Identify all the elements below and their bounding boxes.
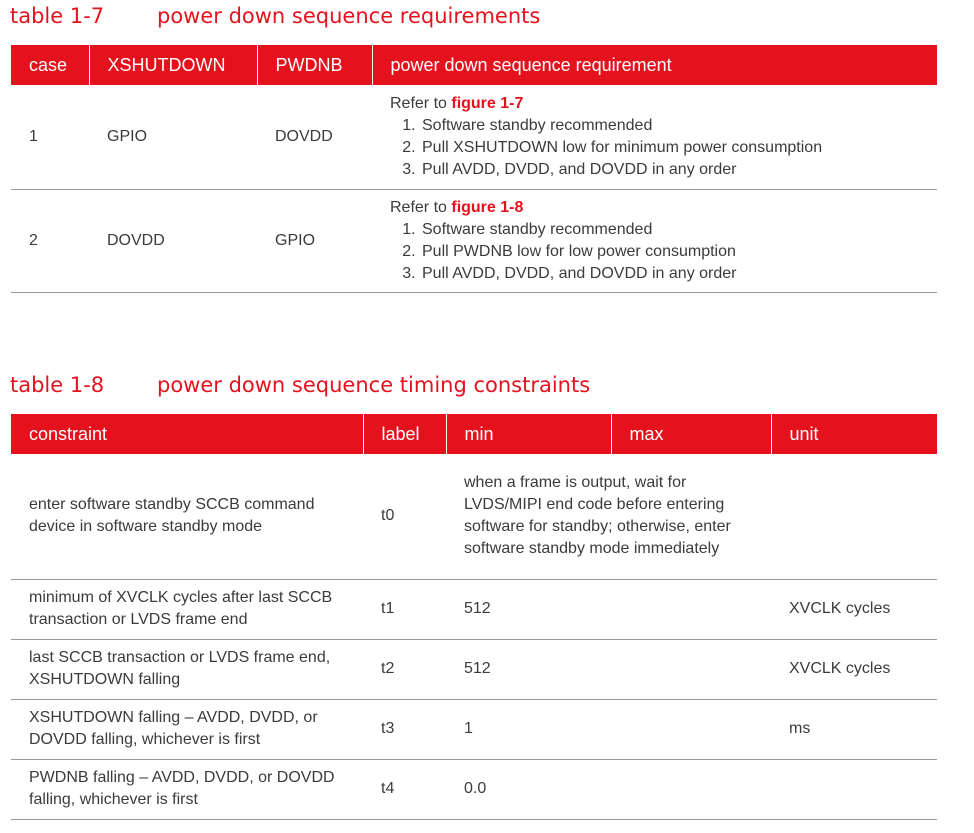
label-cell: t4 xyxy=(363,759,446,819)
xshutdown-cell: DOVDD xyxy=(89,189,257,292)
timing-constraints-table xyxy=(11,414,937,820)
min-cell: 0.0 xyxy=(446,759,611,819)
step-item: 1. Software standby recommended xyxy=(420,115,937,137)
unit-cell xyxy=(771,759,937,819)
label-cell: t1 xyxy=(363,579,446,639)
table-title: power down sequence timing constraints xyxy=(157,373,591,397)
header-pwdnb: PWDNB xyxy=(257,45,372,85)
table-row xyxy=(11,699,937,759)
label-cell: t2 xyxy=(363,639,446,699)
header-requirement: power down sequence requirement xyxy=(372,45,937,85)
table-row xyxy=(11,189,937,292)
step-item: 3. Pull AVDD, DVDD, and DOVDD in any order xyxy=(420,263,937,285)
table-number: table 1-8 xyxy=(10,373,105,397)
header-xshutdown: XSHUTDOWN xyxy=(89,45,257,85)
step-item: 1. Software standby recommended xyxy=(420,219,937,241)
unit-cell: XVCLK cycles xyxy=(771,639,937,699)
pwdnb-cell: GPIO xyxy=(257,189,372,292)
table-title: power down sequence requirements xyxy=(157,4,541,28)
constraint-cell: XSHUTDOWN falling – AVDD, DVDD, or DOVDD falling, whichever is first xyxy=(11,699,363,759)
max-cell xyxy=(611,579,771,639)
header-label: label xyxy=(363,414,446,454)
min-cell: 512 xyxy=(446,639,611,699)
table-1-8-caption xyxy=(10,373,590,397)
step-list xyxy=(390,115,937,181)
table-1-7-caption xyxy=(10,4,540,28)
step-item: 3. Pull AVDD, DVDD, and DOVDD in any order xyxy=(420,159,937,181)
figure-reference-link[interactable]: figure 1-7 xyxy=(451,94,524,112)
header-unit: unit xyxy=(771,414,937,454)
constraint-cell: minimum of XVCLK cycles after last SCCB transaction or LVDS frame end xyxy=(11,579,363,639)
step-list xyxy=(390,219,937,285)
refer-prefix: Refer to xyxy=(390,198,452,216)
max-cell xyxy=(611,699,771,759)
constraint-cell: enter software standby SCCB command device in software standby mode xyxy=(11,454,363,579)
min-text: when a frame is output, wait for LVDS/MIPI end code before entering software for standby; otherwise, enter software standby mode immediately xyxy=(464,474,731,558)
requirement-cell xyxy=(372,189,937,292)
header-max: max xyxy=(611,414,771,454)
header-case: case xyxy=(11,45,89,85)
step-item: 2. Pull PWDNB low for low power consumption xyxy=(420,241,937,263)
unit-cell: XVCLK cycles xyxy=(771,579,937,639)
table-row xyxy=(11,759,937,819)
step-item: 2. Pull XSHUTDOWN low for minimum power consumption xyxy=(420,137,937,159)
header-constraint: constraint xyxy=(11,414,363,454)
refer-line xyxy=(390,197,937,219)
power-down-requirements-table xyxy=(11,45,937,293)
unit-cell: ms xyxy=(771,699,937,759)
table-row xyxy=(11,579,937,639)
constraint-cell: last SCCB transaction or LVDS frame end, XSHUTDOWN falling xyxy=(11,639,363,699)
min-cell: 512 xyxy=(446,579,611,639)
figure-reference-link[interactable]: figure 1-8 xyxy=(451,198,524,216)
refer-line xyxy=(390,93,937,115)
min-cell xyxy=(446,454,937,579)
table-row xyxy=(11,454,937,579)
table-row xyxy=(11,85,937,189)
constraint-cell: PWDNB falling – AVDD, DVDD, or DOVDD falling, whichever is first xyxy=(11,759,363,819)
label-cell: t3 xyxy=(363,699,446,759)
xshutdown-cell: GPIO xyxy=(89,85,257,189)
pwdnb-cell: DOVDD xyxy=(257,85,372,189)
case-cell: 2 xyxy=(11,189,89,292)
label-cell: t0 xyxy=(363,454,446,579)
table-number: table 1-7 xyxy=(10,4,105,28)
refer-prefix: Refer to xyxy=(390,94,452,112)
max-cell xyxy=(611,759,771,819)
header-min: min xyxy=(446,414,611,454)
min-cell: 1 xyxy=(446,699,611,759)
case-cell: 1 xyxy=(11,85,89,189)
table-row xyxy=(11,639,937,699)
requirement-cell xyxy=(372,85,937,189)
max-cell xyxy=(611,639,771,699)
